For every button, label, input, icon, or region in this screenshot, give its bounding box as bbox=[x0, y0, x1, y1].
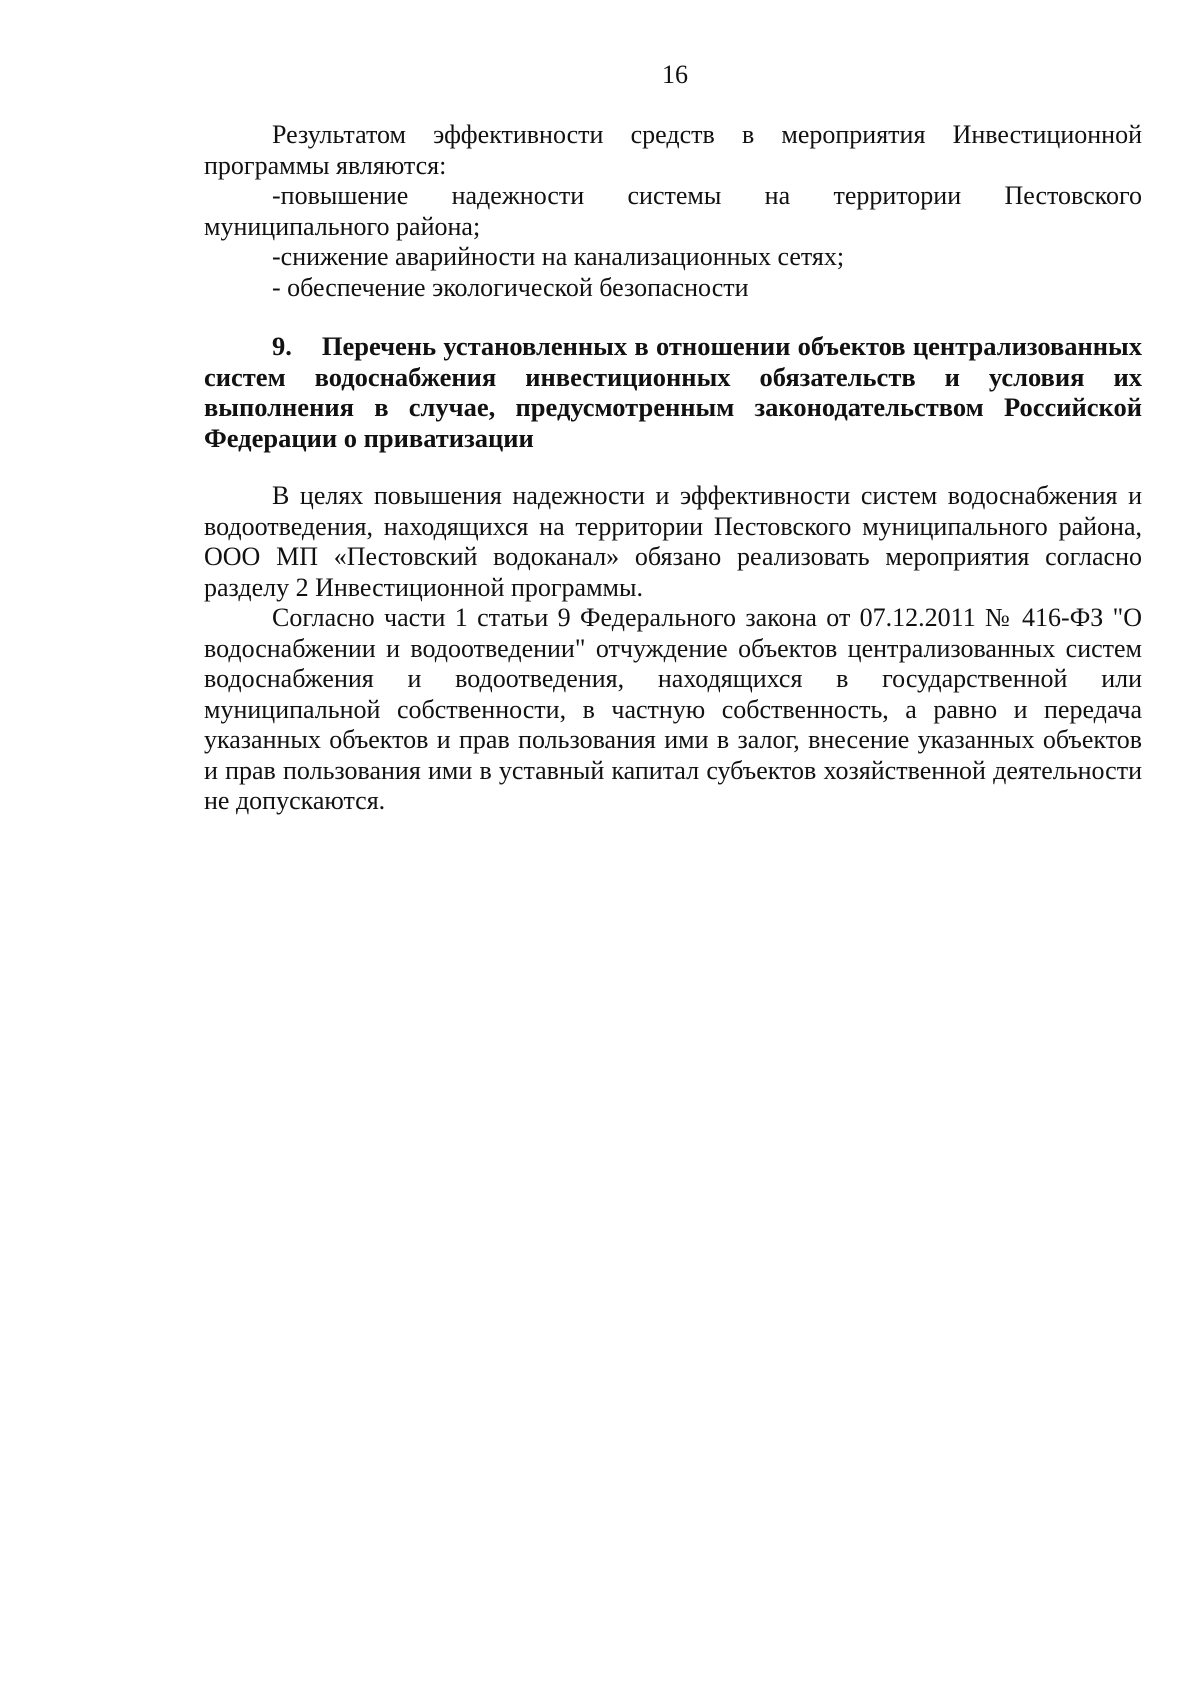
section-number: 9. bbox=[272, 331, 292, 361]
result-item: - обеспечение экологической безопасности bbox=[272, 272, 749, 302]
document-body bbox=[204, 120, 1142, 817]
result-item: -снижение аварийности на канализационных сетях; bbox=[272, 242, 845, 271]
section-title: Перечень установленных в отношении объектов централизованных систем водоснабжения инвестиционных обязательств и условия их выполнения в случае, предусмотренным законодательством Российской Федерации о приватизации bbox=[204, 331, 1142, 453]
result-item: -повышение надежности системы на территории Пестовского муниципального района; bbox=[204, 181, 1142, 241]
section-heading bbox=[204, 331, 1142, 453]
page-number: 16 bbox=[662, 60, 688, 89]
body-paragraph: Согласно части 1 статьи 9 Федерального закона от 07.12.2011 № 416-ФЗ "О водоснабжении и водоотведении" отчуждение объектов централизованных систем водоснабжения и водоотведения, находящихся в государственной или муниципальной собственности, в частную собственность, а равно и передача указанных объектов и прав пользования ими в залог, внесение указанных объектов и прав пользования ими в уставный капитал субъектов хозяйственной деятельности не допускаются. bbox=[204, 603, 1142, 815]
body-paragraph: В целях повышения надежности и эффективности систем водоснабжения и водоотведения, находящихся на территории Пестовского муниципального района, ООО МП «Пестовский водоканал» обязано реализовать мероприятия согласно разделу 2 Инвестиционной программы. bbox=[204, 481, 1142, 602]
intro-paragraph: Результатом эффективности средств в мероприятия Инвестиционной программы являются: bbox=[204, 120, 1142, 180]
